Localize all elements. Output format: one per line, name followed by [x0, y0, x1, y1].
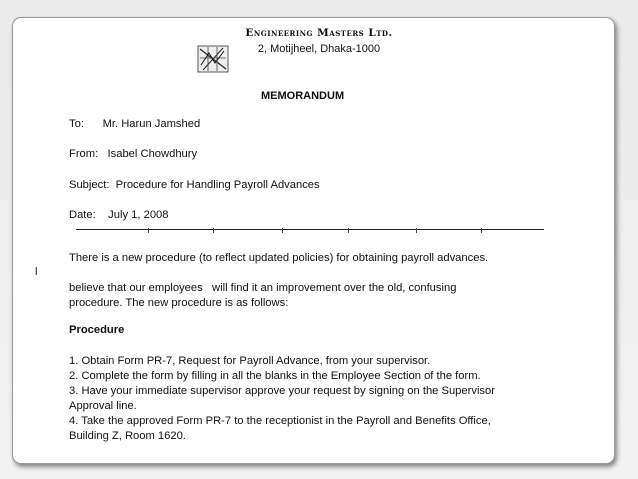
- procedure-step: 1. Obtain Form PR-7, Request for Payroll Advance, from your supervisor.: [69, 355, 431, 367]
- procedure-step: 3. Have your immediate supervisor approve your request by signing on the Supervisor: [69, 385, 495, 397]
- company-address: 2, Motijheel, Dhaka-1000: [257, 43, 381, 55]
- procedure-heading: Procedure: [69, 324, 125, 336]
- procedure-step: Building Z, Room 1620.: [69, 430, 186, 442]
- body-line-3: procedure. The new procedure is as follows:: [69, 297, 289, 309]
- body-line-1: There is a new procedure (to reflect updated policies) for obtaining payroll advances.: [69, 252, 489, 264]
- company-name: Engineering Masters Ltd.: [245, 27, 393, 39]
- divider-tick: [348, 228, 349, 233]
- divider-tick: [416, 228, 417, 233]
- memo-title: MEMORANDUM: [261, 90, 345, 102]
- memo-subject: Subject: Procedure for Handling Payroll Advances: [69, 179, 320, 191]
- procedure-step: 2. Complete the form by filling in all the blanks in the Employee Section of the form.: [69, 370, 481, 382]
- procedure-step: Approval line.: [69, 400, 137, 412]
- body-line-2: believe that our employees will find it an improvement over the old, confusing: [69, 282, 457, 294]
- divider-tick: [481, 228, 482, 233]
- memo-from: From: Isabel Chowdhury: [69, 148, 198, 160]
- divider-tick: [148, 228, 149, 233]
- memo-to: To: Mr. Harun Jamshed: [69, 118, 201, 130]
- divider-tick: [213, 228, 214, 233]
- memo-date: Date: July 1, 2008: [69, 209, 169, 221]
- header-divider: [76, 229, 544, 230]
- procedure-step: 4. Take the approved Form PR-7 to the receptionist in the Payroll and Benefits Office,: [69, 415, 491, 427]
- company-logo-icon: [197, 45, 229, 73]
- stray-mark: l: [35, 266, 38, 278]
- divider-tick: [282, 228, 283, 233]
